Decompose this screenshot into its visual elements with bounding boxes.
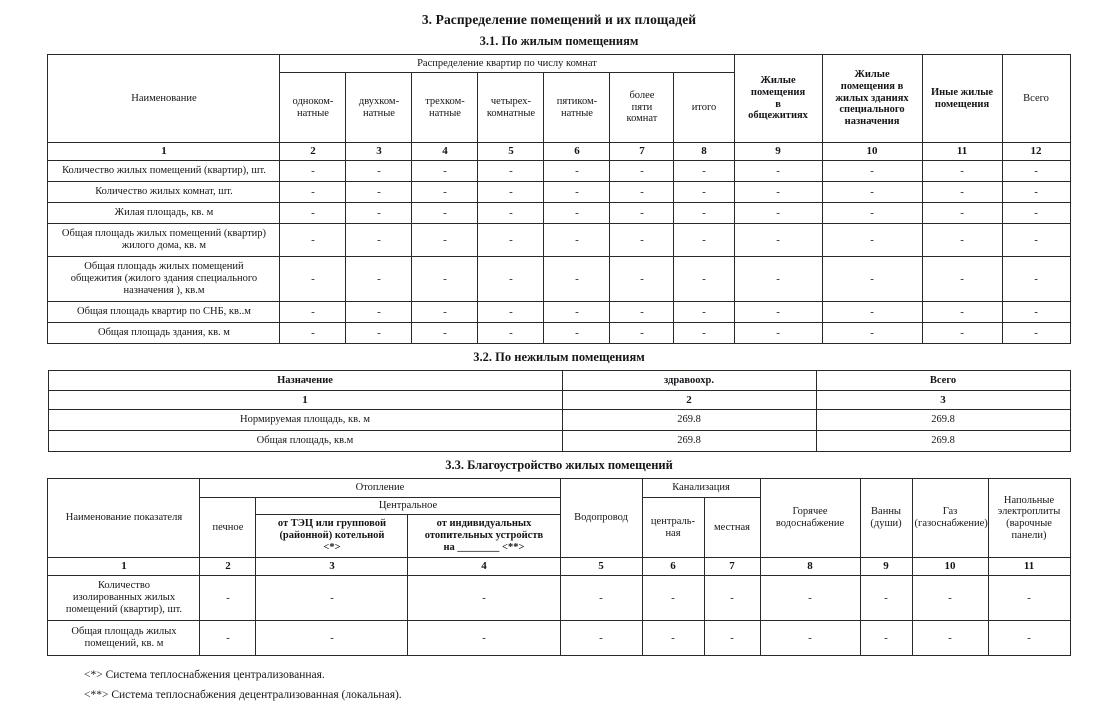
cell: - [346,257,412,302]
cell: - [408,621,560,656]
header-healthcare: здравоохр. [562,371,816,391]
cell: - [412,203,478,224]
cell: - [1002,224,1070,257]
cell: - [1002,302,1070,323]
header-dormitory-l1: Жилые [760,75,796,86]
cell: - [860,576,912,621]
cell: - [610,257,674,302]
cell: - [704,576,760,621]
table-row [48,203,1070,224]
table-row [48,182,1070,203]
colnum-2: 2 [200,558,256,576]
cell: - [544,257,610,302]
cell: - [922,182,1002,203]
colnum-11: 11 [922,143,1002,161]
row-label-l2: изолированных жилых [72,592,176,604]
table-residential-premises [47,54,1070,344]
header-sewer-central-l2: ная [665,527,681,539]
header-sewerage: Канализация [642,479,760,498]
cell: - [544,323,610,344]
colnum-7: 7 [610,143,674,161]
cell: - [346,203,412,224]
header-two-room-l1: двухком- [358,95,400,107]
table-row [48,431,1070,452]
header-special-l4: специального [839,104,905,116]
row-label-l2: общежития (жилого здания специального [70,273,258,285]
cell: - [610,203,674,224]
colnum-2: 2 [562,391,816,410]
header-more-five [610,73,674,143]
header-bath-l2: (души) [870,518,902,529]
header-rooms-group: Распределение квартир по числу комнат [280,55,734,73]
cell: - [478,302,544,323]
header-gas [912,479,988,558]
cell: - [280,161,346,182]
cell: - [912,621,988,656]
cell: - [280,323,346,344]
header-bath [860,479,912,558]
cell: 269.8 [562,410,816,431]
cell: - [478,323,544,344]
row-label [48,257,280,302]
cell: - [1002,323,1070,344]
footnote-2: <**> Система теплоснабжения децентрализованная (локальная). [84,688,402,701]
colnum-8: 8 [674,143,734,161]
cell: - [200,576,256,621]
row-label-l1: Общая площадь жилых помещений (квартир) [61,228,267,240]
header-water-supply: Водопровод [560,479,642,558]
header-one-room [280,73,346,143]
header-central-from-chp-l1: от ТЭЦ или групповой [277,518,387,530]
colnum-3: 3 [816,391,1070,410]
header-stove-heating: печное [200,498,256,558]
cell: - [822,161,922,182]
table-header-row [48,371,1070,391]
header-heating: Отопление [200,479,560,498]
header-sewer-central [642,498,704,558]
cell: - [560,621,642,656]
header-hot-water-l1: Горячее [792,506,828,518]
cell: - [1002,257,1070,302]
header-other [922,55,1002,143]
cell: - [988,621,1070,656]
header-central-individual-l2: отопительных устройств [424,530,544,542]
colnum-9: 9 [860,558,912,576]
row-label: Общая площадь здания, кв. м [48,323,280,344]
colnum-9: 9 [734,143,822,161]
header-central-from-chp [256,515,408,558]
cell: - [734,182,822,203]
header-four-room-l2: комнатные [486,107,536,119]
colnum-6: 6 [544,143,610,161]
column-numbers-row [48,391,1070,410]
cell: - [544,161,610,182]
header-dormitory-l3: в [775,98,781,110]
header-four-room-l1: четырех- [490,95,532,107]
cell: - [922,161,1002,182]
cell: - [544,224,610,257]
cell: - [412,182,478,203]
header-purpose: Назначение [48,371,562,391]
header-total-all: Всего [1002,55,1070,143]
cell: - [988,576,1070,621]
cell: - [822,302,922,323]
table-row [48,576,1070,621]
cell: - [674,224,734,257]
cell: - [734,203,822,224]
cell: - [478,161,544,182]
colnum-7: 7 [704,558,760,576]
row-label [48,576,200,621]
cell: - [610,182,674,203]
cell: - [412,224,478,257]
cell: - [822,224,922,257]
cell: - [478,182,544,203]
cell: - [674,182,734,203]
header-other-l2: помещения [934,98,990,110]
header-name: Наименование [48,55,280,143]
cell: - [734,224,822,257]
header-indicator-name: Наименование показателя [48,479,200,558]
colnum-11: 11 [988,558,1070,576]
row-label: Общая площадь, кв.м [48,431,562,452]
cell: 269.8 [816,410,1070,431]
cell: 269.8 [562,431,816,452]
header-central-heating: Центральное [256,498,560,515]
table-nonresidential-premises [48,370,1071,452]
header-electric-stoves-l3: (варочные [1006,518,1052,529]
cell: - [922,323,1002,344]
header-three-room-l2: натные [429,107,461,119]
cell: - [200,621,256,656]
cell: - [256,621,408,656]
header-three-room-l1: трехком- [425,95,465,107]
cell: - [610,323,674,344]
page-title: 3. Распределение помещений и их площадей [421,12,697,27]
row-label: Общая площадь квартир по СНБ, кв..м [48,302,280,323]
cell: - [346,323,412,344]
row-label [48,224,280,257]
header-other-l1: Иные жилые [930,86,994,98]
cell: - [674,302,734,323]
header-special-l5: назначения [844,116,900,128]
header-gas-l1: Газ [942,506,958,518]
cell: - [860,621,912,656]
header-more-five-l3: комнат [626,113,658,125]
colnum-10: 10 [912,558,988,576]
colnum-5: 5 [478,143,544,161]
header-central-individual-l1: от индивидуальных [436,518,532,530]
colnum-3: 3 [346,143,412,161]
section-3-title: 3.3. Благоустройство жилых помещений [445,458,673,472]
row-label-l3: назначения ), кв.м [123,284,205,296]
cell: - [822,182,922,203]
cell: - [674,161,734,182]
cell: - [922,224,1002,257]
header-one-room-l1: одноком- [292,95,334,107]
cell: - [734,323,822,344]
cell: - [642,621,704,656]
header-special-l1: Жилые [854,69,890,81]
row-label: Количество жилых помещений (квартир), шт. [48,161,280,182]
table-row [48,224,1070,257]
colnum-5: 5 [560,558,642,576]
colnum-10: 10 [822,143,922,161]
cell: - [478,257,544,302]
cell: - [922,257,1002,302]
header-special-l3: жилых зданиях [835,92,909,104]
colnum-6: 6 [642,558,704,576]
row-label: Количество жилых комнат, шт. [48,182,280,203]
header-electric-stoves [988,479,1070,558]
cell: - [544,203,610,224]
cell: - [478,203,544,224]
table-row [48,323,1070,344]
table-header-row [48,55,1070,73]
table-amenities [47,478,1070,656]
header-electric-stoves-l1: Напольные [1003,494,1055,506]
cell: - [1002,203,1070,224]
cell: - [922,302,1002,323]
table-row [48,410,1070,431]
cell: - [822,203,922,224]
header-dormitory [734,55,822,143]
cell: - [822,257,922,302]
cell: - [760,621,860,656]
table-row [48,257,1070,302]
section-1-title: 3.1. По жилым помещениям [479,34,639,48]
cell: - [642,576,704,621]
header-hot-water-l2: водоснабжение [775,518,845,529]
cell: - [734,302,822,323]
cell: - [412,257,478,302]
header-two-room-l2: натные [363,107,395,119]
cell: - [280,224,346,257]
cell: - [346,161,412,182]
header-central-from-chp-l3: <*> [323,541,341,553]
colnum-1: 1 [48,391,562,410]
colnum-2: 2 [280,143,346,161]
header-sewer-local: местная [704,498,760,558]
cell: - [544,182,610,203]
header-central-individual [408,515,560,558]
cell: - [704,621,760,656]
cell: - [412,161,478,182]
cell: - [256,576,408,621]
header-sewer-central-l1: централь- [650,515,696,527]
cell: 269.8 [816,431,1070,452]
colnum-8: 8 [760,558,860,576]
cell: - [674,323,734,344]
row-label [48,621,200,656]
header-more-five-l2: пяти [631,101,653,113]
cell: - [922,203,1002,224]
cell: - [346,182,412,203]
colnum-4: 4 [408,558,560,576]
cell: - [478,224,544,257]
header-bath-l1: Ванны [871,506,901,518]
footnote-1: <*> Система теплоснабжения централизованная. [84,669,325,681]
footnotes [84,666,1094,705]
header-electric-stoves-l4: панели) [1011,529,1047,541]
cell: - [408,576,560,621]
cell: - [544,302,610,323]
header-electric-stoves-l2: электроплиты [997,506,1061,518]
header-special-l2: помещения в [840,80,904,92]
cell: - [610,302,674,323]
header-five-room-l1: пятиком- [556,95,598,107]
cell: - [610,161,674,182]
colnum-1: 1 [48,143,280,161]
header-three-room [412,73,478,143]
header-four-room [478,73,544,143]
header-central-individual-l3: на ________ <**> [443,541,525,553]
header-central-from-chp-l2: (районной) котельной [279,530,385,542]
cell: - [734,161,822,182]
header-gas-l2: (газоснабжение) [914,518,988,529]
cell: - [674,203,734,224]
colnum-1: 1 [48,558,200,576]
cell: - [280,302,346,323]
row-label-l3: помещений (квартир), шт. [65,603,183,615]
header-dormitory-l4: общежитиях [748,110,808,122]
header-two-room [346,73,412,143]
table-row [48,621,1070,656]
row-label-l1: Общая площадь жилых [71,626,177,638]
cell: - [560,576,642,621]
row-label-l2: жилого дома, кв. м [121,240,207,251]
header-special [822,55,922,143]
colnum-4: 4 [412,143,478,161]
cell: - [280,203,346,224]
cell: - [822,323,922,344]
row-label: Нормируемая площадь, кв. м [48,410,562,431]
header-dormitory-l2: помещения [750,86,806,98]
header-more-five-l1: более [629,89,655,101]
table-row [48,302,1070,323]
cell: - [280,257,346,302]
header-total: Всего [816,371,1070,391]
column-numbers-row [48,558,1070,576]
header-five-room-l2: натные [561,107,593,119]
cell: - [610,224,674,257]
cell: - [346,224,412,257]
cell: - [912,576,988,621]
cell: - [346,302,412,323]
table-row [48,161,1070,182]
header-one-room-l2: натные [297,107,329,119]
colnum-3: 3 [256,558,408,576]
table-header-row [48,479,1070,498]
section-2-title: 3.2. По нежилым помещениям [473,350,645,364]
cell: - [1002,161,1070,182]
row-label-l1: Количество [97,580,150,592]
header-rooms-total: итого [674,73,734,143]
cell: - [734,257,822,302]
cell: - [674,257,734,302]
colnum-12: 12 [1002,143,1070,161]
header-hot-water [760,479,860,558]
column-numbers-row [48,143,1070,161]
header-five-room [544,73,610,143]
cell: - [1002,182,1070,203]
cell: - [280,182,346,203]
cell: - [412,302,478,323]
row-label-l1: Общая площадь жилых помещений [84,261,244,273]
cell: - [412,323,478,344]
row-label: Жилая площадь, кв. м [48,203,280,224]
cell: - [760,576,860,621]
row-label-l2: помещений, кв. м [84,638,164,649]
